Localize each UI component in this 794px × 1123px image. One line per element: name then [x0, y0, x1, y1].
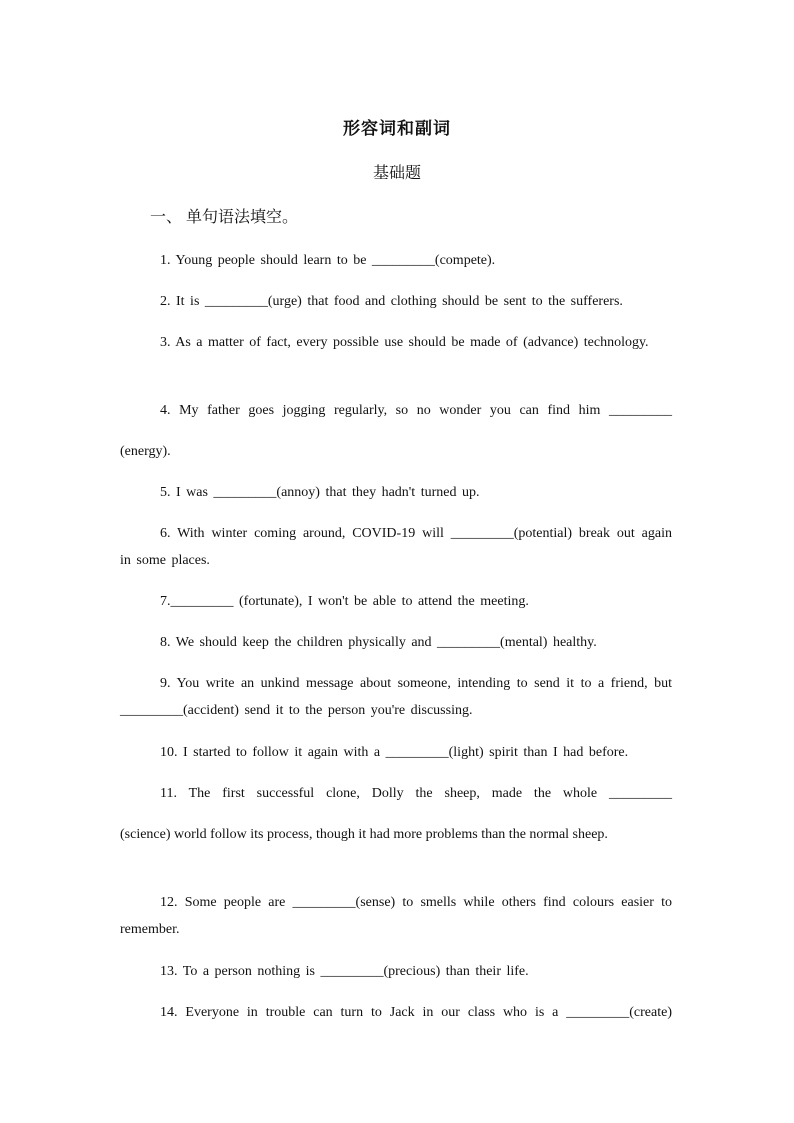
question-12: 12. Some people are _________(sense) to smells while others find colours easier to remember.	[120, 895, 672, 937]
question-10: 10. I started to follow it again with a _________(light) spirit than I had before.	[160, 745, 629, 760]
question-2: 2. It is _________(urge) that food and clothing should be sent to the sufferers.	[160, 294, 623, 309]
question-1: 1. Young people should learn to be _________(compete).	[160, 253, 496, 268]
question-11-continuation: (science) world follow its process, though it had more problems than the normal sheep.	[120, 827, 608, 842]
question-9: 9. You write an unkind message about someone, intending to send it to a friend, but _________(accident) send it to the person you're discussing.	[120, 676, 672, 718]
question-4-continuation: (energy).	[120, 444, 171, 459]
page-subtitle: 基础题	[372, 165, 421, 182]
question-6: 6. With winter coming around, COVID-19 will _________(potential) break out again in some places.	[120, 526, 672, 568]
question-11: 11. The first successful clone, Dolly the sheep, made the whole _________	[160, 786, 672, 801]
page-title: 形容词和副词	[343, 119, 451, 138]
question-5: 5. I was _________(annoy) that they hadn't turned up.	[160, 485, 480, 500]
question-14: 14. Everyone in trouble can turn to Jack in our class who is a _________(create)	[160, 1005, 672, 1020]
question-13: 13. To a person nothing is _________(precious) than their life.	[160, 964, 529, 979]
section-heading: 一、 单句语法填空。	[150, 209, 299, 226]
question-3: 3. As a matter of fact, every possible use should be made of (advance) technology.	[160, 335, 649, 350]
question-8: 8. We should keep the children physically and _________(mental) healthy.	[160, 635, 597, 650]
question-7: 7._________ (fortunate), I won't be able to attend the meeting.	[160, 594, 529, 609]
question-4: 4. My father goes jogging regularly, so no wonder you can find him _________	[160, 403, 672, 418]
